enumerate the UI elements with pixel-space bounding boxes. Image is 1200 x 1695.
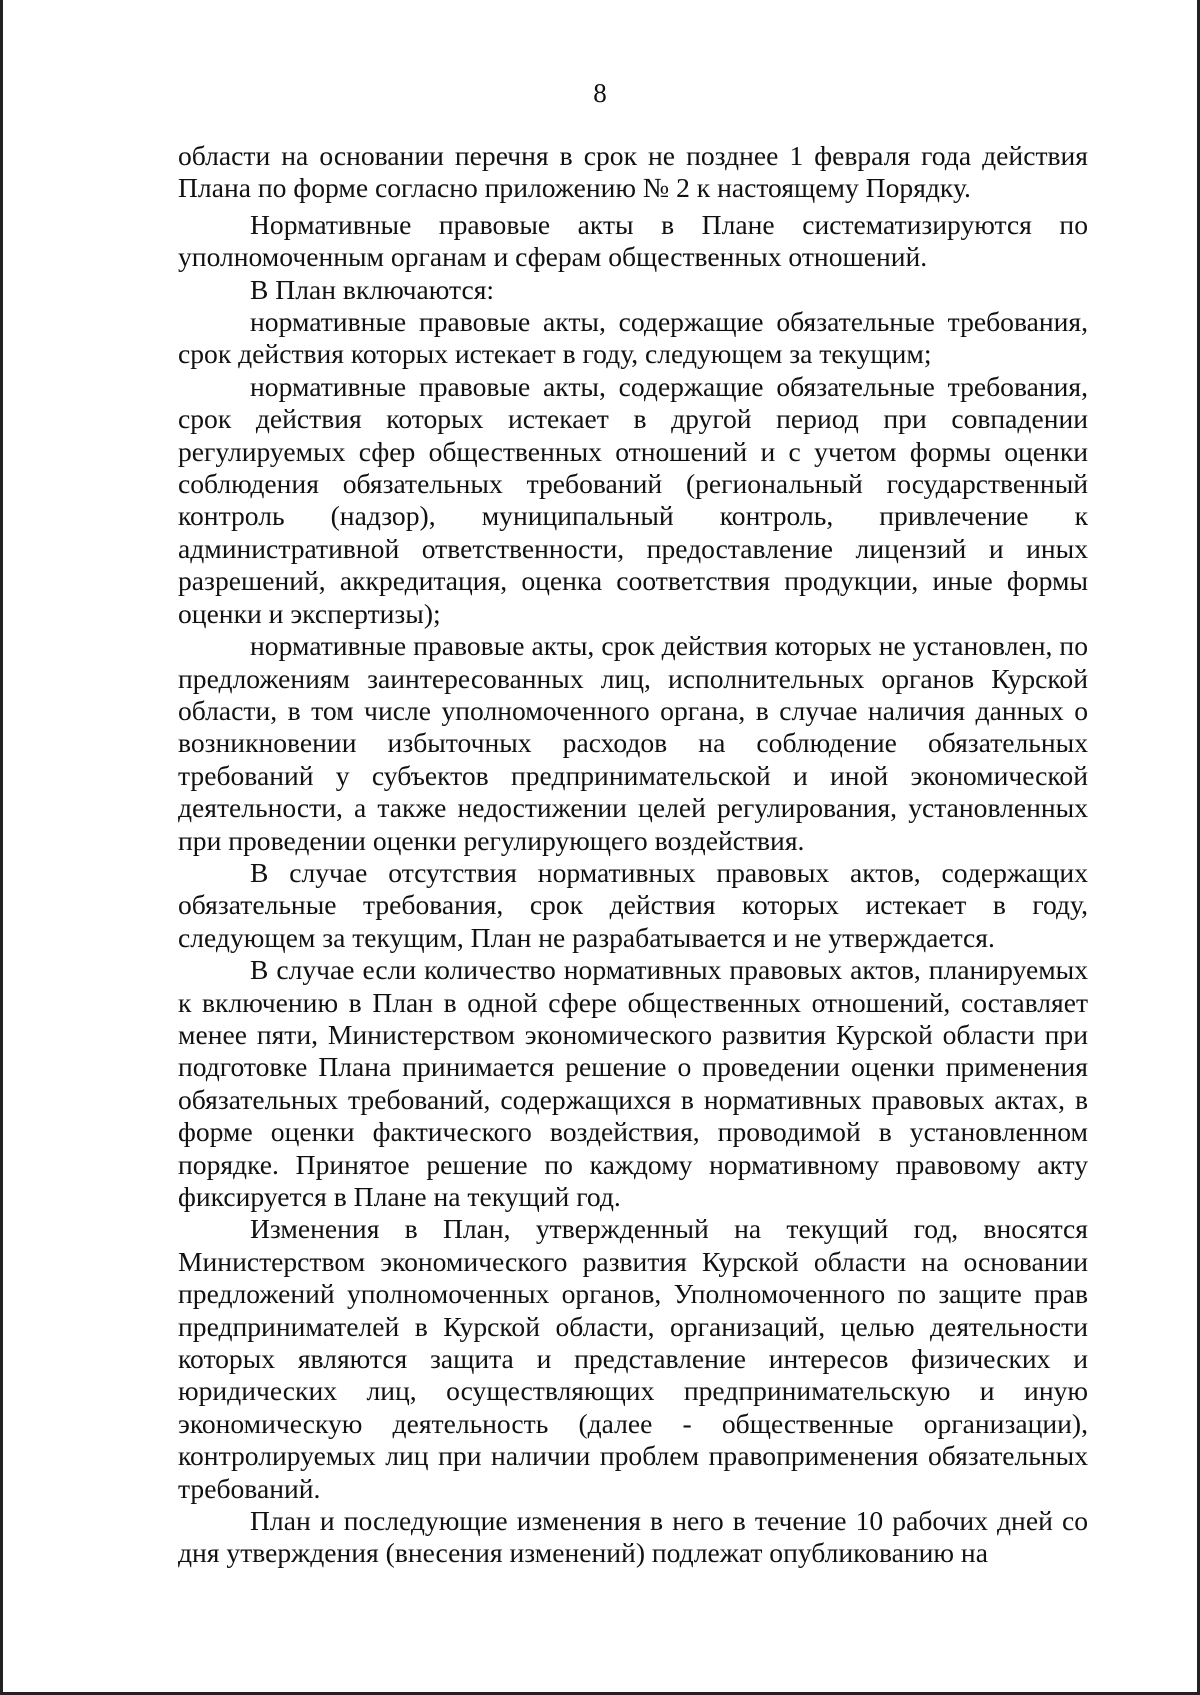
- scan-border-left: [0, 0, 3, 1695]
- paragraph: План и последующие изменения в него в течение 10 рабочих дней со дня утверждения (внесения изменений) подлежат опубликованию на: [178, 1505, 1088, 1569]
- paragraph: В План включаются:: [250, 273, 495, 305]
- paragraph: нормативные правовые акты, содержащие обязательные требования, срок действия которых истекает в другой период при совпадении регулируемых сфер общественных отношений и с учетом формы оценки соблюдения обязательных требований (региональный государственный контроль (надзор), муниципальный контроль, привлечение к административной ответственности, предоставление лицензий и иных разрешений, аккредитация, оценка соответствия продукции, иные формы оценки и экспертизы);: [178, 370, 1088, 629]
- paragraph: Нормативные правовые акты в Плане систематизируются по уполномоченным органам и сферам общественных отношений.: [178, 208, 1088, 273]
- paragraph-continuation: области на основании перечня в срок не позднее 1 февраля года действия Плана по форме согласно приложению № 2 к настоящему Порядку.: [178, 140, 1088, 204]
- paragraph: В случае если количество нормативных правовых актов, планируемых к включению в План в одной сфере общественных отношений, составляет менее пяти, Министерством экономического развития Курской области при подготовке Плана принимается решение о проведении оценки применения обязательных требований, содержащихся в нормативных правовых актах, в форме оценки фактического воздействия, проводимой в установленном порядке. Принятое решение по каждому нормативному правовому акту фиксируется в Плане на текущий год.: [178, 954, 1088, 1212]
- paragraph: нормативные правовые акты, срок действия которых не установлен, по предложениям заинтересованных лиц, исполнительных органов Курской области, в том числе уполномоченного органа, в случае наличия данных о возникновении избыточных расходов на соблюдение обязательных требований у субъектов предпринимательской и иной экономической деятельности, а также недостижении целей регулирования, установленных при проведении оценки регулирующего воздействия.: [178, 630, 1088, 856]
- paragraph: Изменения в План, утвержденный на текущий год, вносятся Министерством экономического развития Курской области на основании предложений уполномоченных органов, Уполномоченного по защите прав предпринимателей в Курской области, организаций, целью деятельности которых являются защита и представление интересов физических и юридических лиц, осуществляющих предпринимательскую и иную экономическую деятельность (далее - общественные организации), контролируемых лиц при наличии проблем правоприменения обязательных требований.: [178, 1213, 1088, 1504]
- paragraph: нормативные правовые акты, содержащие обязательные требования, срок действия которых истекает в году, следующем за текущим;: [178, 306, 1088, 370]
- document-body: [178, 140, 1088, 1570]
- page-number: 8: [593, 78, 607, 108]
- paragraph: В случае отсутствия нормативных правовых актов, содержащих обязательные требования, срок действия которых истекает в году, следующем за текущим, План не разрабатывается и не утверждается.: [178, 856, 1088, 953]
